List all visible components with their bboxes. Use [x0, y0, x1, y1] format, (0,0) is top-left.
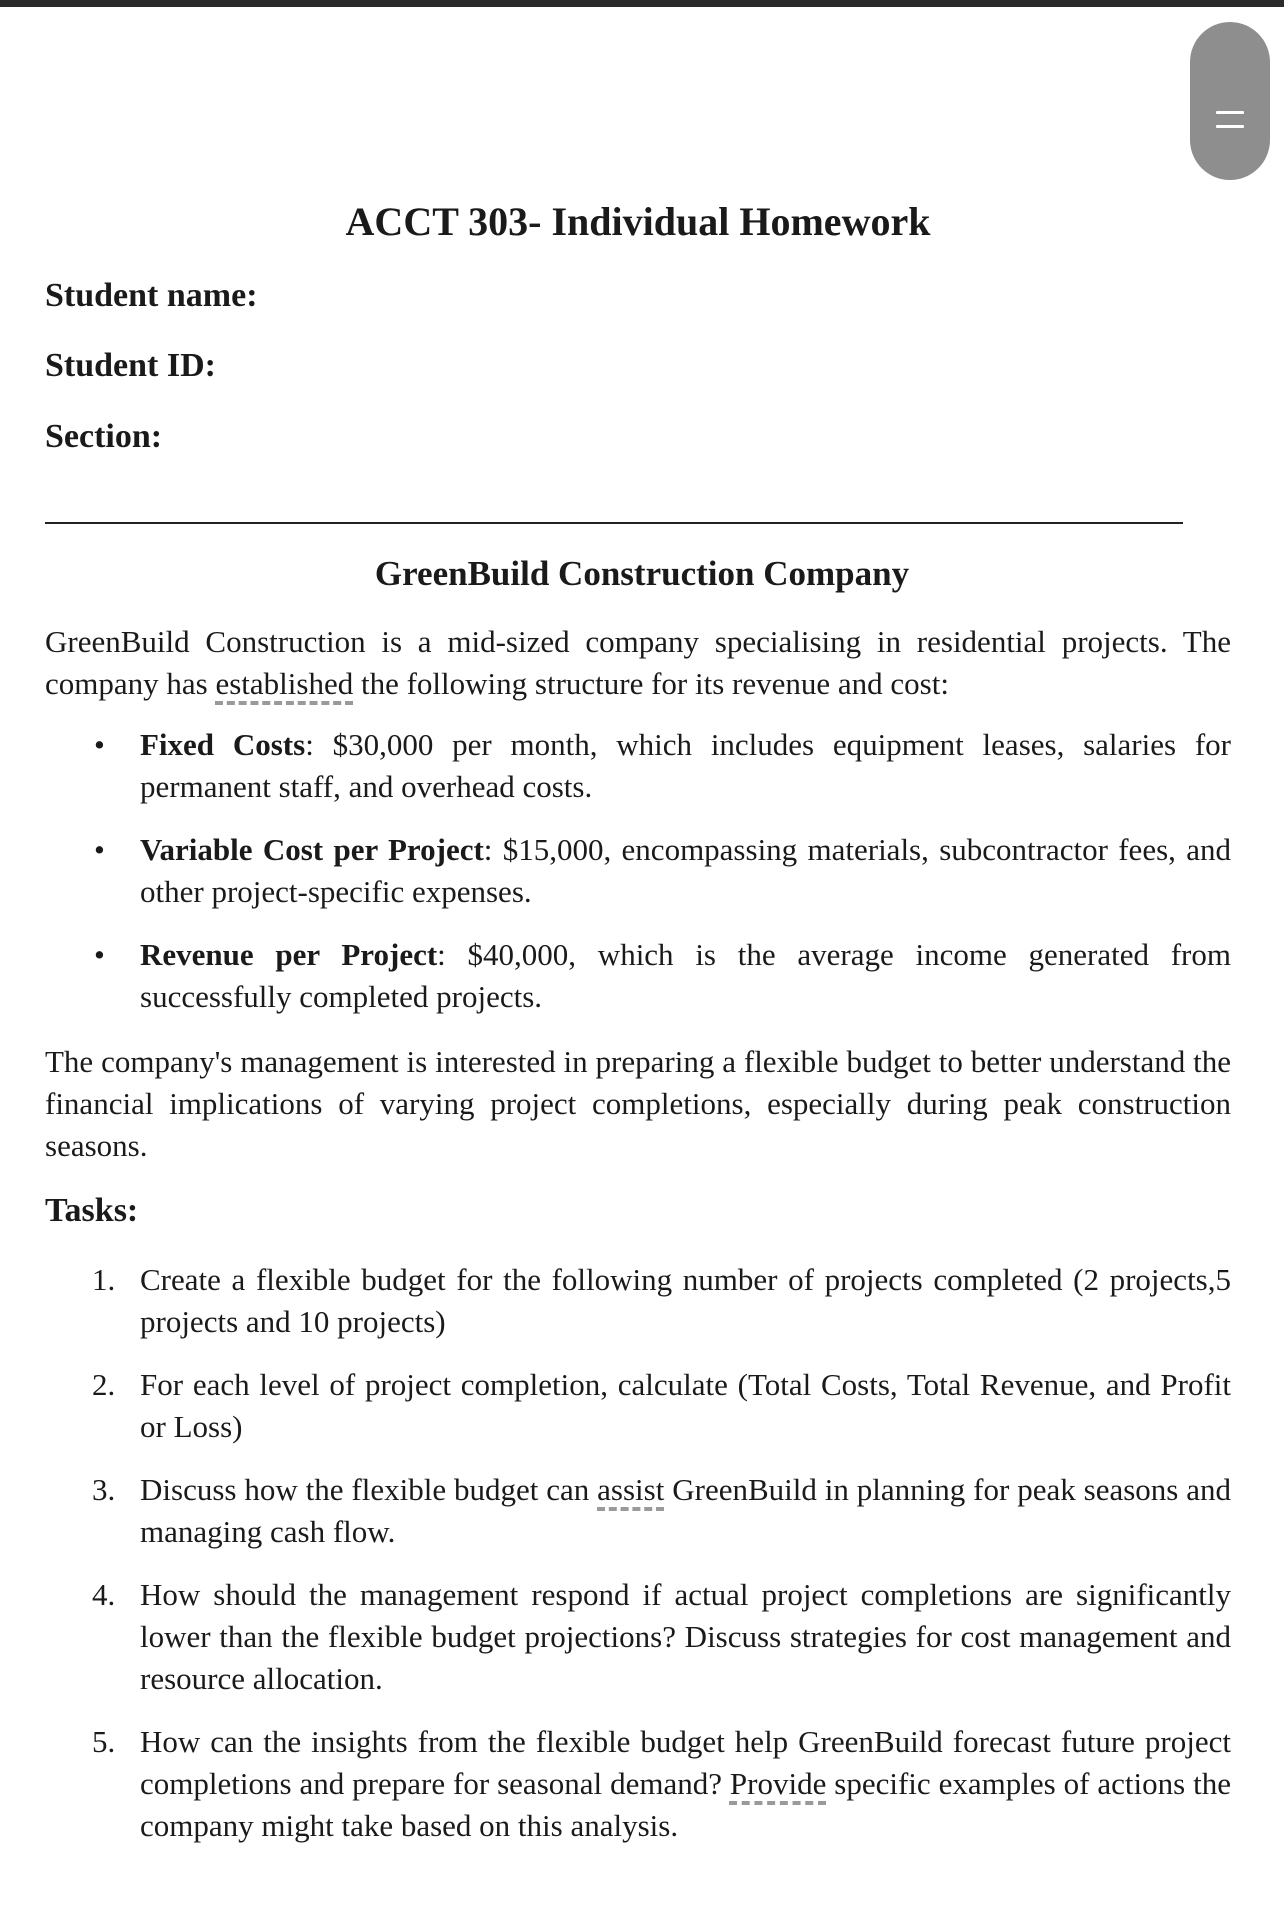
document-title: ACCT 303- Individual Homework [345, 199, 931, 244]
intro-text: the following structure for its revenue and cost: [353, 666, 949, 701]
item-text: : $30,000 per month, which includes equipment leases, salaries for permanent staff, and overhead costs. [140, 727, 1232, 804]
spellcheck-word: established [215, 666, 354, 701]
bullet-icon: • [94, 937, 105, 972]
intro-paragraph [45, 621, 1231, 705]
list-item [0, 724, 1284, 808]
divider-line [45, 522, 1183, 524]
tasks-heading: Tasks: [45, 1192, 139, 1229]
grip-line-icon [1216, 125, 1244, 128]
task-text: How can the insights from the flexible budget help GreenBuild forecast future project completions and prepare for seasonal demand? [140, 1724, 1231, 1801]
scroll-handle[interactable] [1190, 22, 1270, 180]
list-item [0, 934, 1284, 1018]
item-text: : $15,000, encompassing materials, subcontractor fees, and other project-specific expenses. [140, 832, 1231, 909]
task-number: 5. [92, 1724, 116, 1759]
task-item [0, 1721, 1284, 1847]
grip-line-icon [1216, 111, 1244, 114]
task-item [0, 1574, 1284, 1700]
task-item [0, 1259, 1284, 1343]
task-number: 4. [92, 1577, 116, 1612]
item-text: : $40,000, which is the average income generated from successfully completed projects. [140, 937, 1231, 1014]
task-item [0, 1469, 1284, 1553]
task-number: 2. [92, 1367, 116, 1402]
bullet-icon: • [94, 832, 105, 867]
task-text: How should the management respond if actual project completions are significantly lower than the flexible budget projections? Discuss strategies for cost management and resource allocation. [140, 1577, 1231, 1696]
task-text: For each level of project completion, calculate (Total Costs, Total Revenue, and Profit or Loss) [140, 1367, 1231, 1444]
task-text: GreenBuild in planning for peak seasons and managing cash flow. [140, 1472, 1231, 1549]
item-label: Revenue per Project [140, 937, 438, 972]
bullet-icon: • [94, 727, 105, 762]
top-status-bar [0, 0, 1284, 7]
task-list [0, 1259, 1284, 1868]
section-label: Section: [45, 418, 163, 455]
intro-text: GreenBuild Construction is a mid-sized company specialising in residential projects. The company has [45, 624, 1231, 701]
item-label: Fixed Costs [140, 727, 306, 762]
company-title: GreenBuild Construction Company [374, 554, 910, 593]
student-id-label: Student ID: [45, 347, 216, 384]
spellcheck-word: assist [597, 1472, 665, 1507]
task-number: 1. [92, 1262, 116, 1297]
student-name-label: Student name: [45, 277, 258, 314]
task-text: specific examples of actions the company might take based on this analysis. [140, 1766, 1231, 1843]
task-text: Discuss how the flexible budget can [140, 1472, 598, 1507]
task-number: 3. [92, 1472, 116, 1507]
task-item [0, 1364, 1284, 1448]
cost-structure-list [0, 724, 1284, 1039]
item-label: Variable Cost per Project [140, 832, 484, 867]
spellcheck-word: Provide [729, 1766, 827, 1801]
management-paragraph: The company's management is interested in preparing a flexible budget to better understand the financial implications of varying project completions, especially during peak construction seasons. [45, 1044, 1231, 1163]
task-text: Create a flexible budget for the following number of projects completed (2 projects,5 projects and 10 projects) [140, 1262, 1231, 1339]
list-item [0, 829, 1284, 913]
